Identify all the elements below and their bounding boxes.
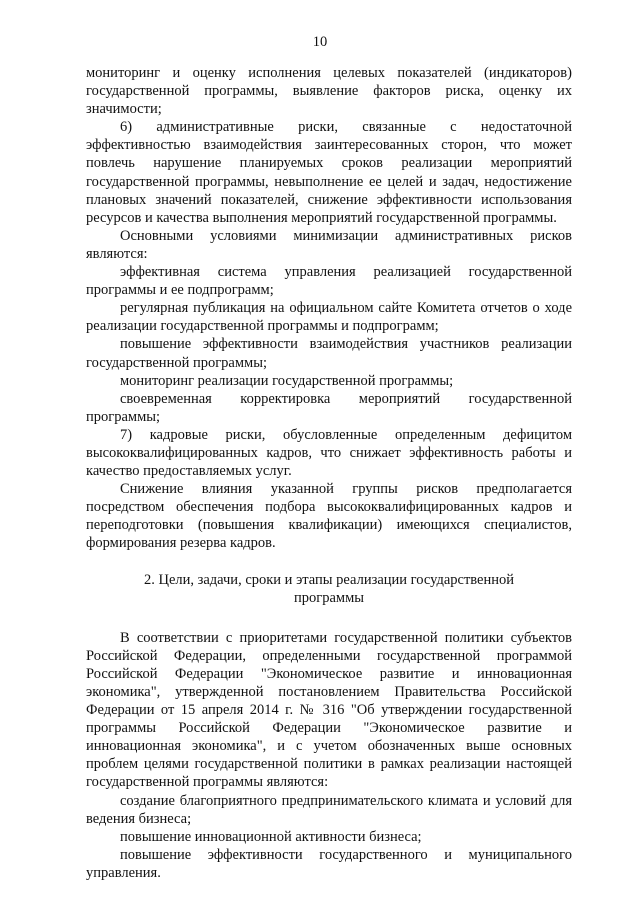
list-item-interaction: повышение эффективности взаимодействия участников реализации государственной программы; xyxy=(86,336,572,371)
paragraph-administrative-risks: 6) административные риски, связанные с недостаточной эффективностью взаимодействия заинтересованных сторон, что может повлечь нарушение планируемых сроков реализации мероприятий государственной программы, невыполнение ее целей и задач, недостижение плановых значений показателей, снижение эффективности использования ресурсов и качества выполнения мероприятий государственной программы. xyxy=(86,119,572,226)
paragraph-continuation: мониторинг и оценку исполнения целевых показателей (индикаторов) государственной программы, выявление факторов риска, оценку их значимости; xyxy=(86,65,572,118)
paragraph-minimization-conditions: Основными условиями минимизации административных рисков являются: xyxy=(86,227,572,262)
list-item-monitoring: мониторинг реализации государственной программы; xyxy=(120,372,454,389)
page-number: 10 xyxy=(312,34,328,50)
list-item-governance: повышение эффективности государственного и муниципального управления. xyxy=(86,846,572,881)
section-heading: 2. Цели, задачи, сроки и этапы реализации государственной программы xyxy=(143,571,515,606)
paragraph-priorities: В соответствии с приоритетами государственной политики субъектов Российской Федерации, определенными государственной программой Российской Федерации "Экономическое развитие и инновационная экономика", утвержденной постановлением Правительства Российской Федерации от 15 апреля 2014 г. № 316 "Об утверждении государственной программы Российской Федерации "Экономическое развитие и инновационная экономика", и с учетом обозначенных выше основных проблем целями государственной политики в рамках реализации настоящей государственной программы являются: xyxy=(86,629,572,791)
paragraph-risk-reduction: Снижение влияния указанной группы рисков предполагается посредством обеспечения подбора высококвалифицированных кадров и переподготовки (повышения квалификации) имеющихся специалистов, формирования резерва кадров. xyxy=(86,481,572,552)
paragraph-personnel-risks: 7) кадровые риски, обусловленные определенным дефицитом высококвалифицированных кадров, что снижает эффективность работы и качество предоставляемых услуг. xyxy=(86,426,572,480)
spacer xyxy=(86,553,572,571)
list-item-management-system: эффективная система управления реализацией государственной программы и ее подпрограмм; xyxy=(86,264,572,299)
list-item-innovation: повышение инновационной активности бизнеса; xyxy=(120,828,422,845)
list-item-publication: регулярная публикация на официальном сайте Комитета отчетов о ходе реализации государственной программы и подпрограмм; xyxy=(86,300,572,335)
list-item-business-climate: создание благоприятного предпринимательского климата и условий для ведения бизнеса; xyxy=(86,792,572,827)
page-content xyxy=(86,64,572,882)
list-item-adjustment: своевременная корректировка мероприятий государственной программы; xyxy=(86,390,572,425)
spacer xyxy=(86,607,572,629)
